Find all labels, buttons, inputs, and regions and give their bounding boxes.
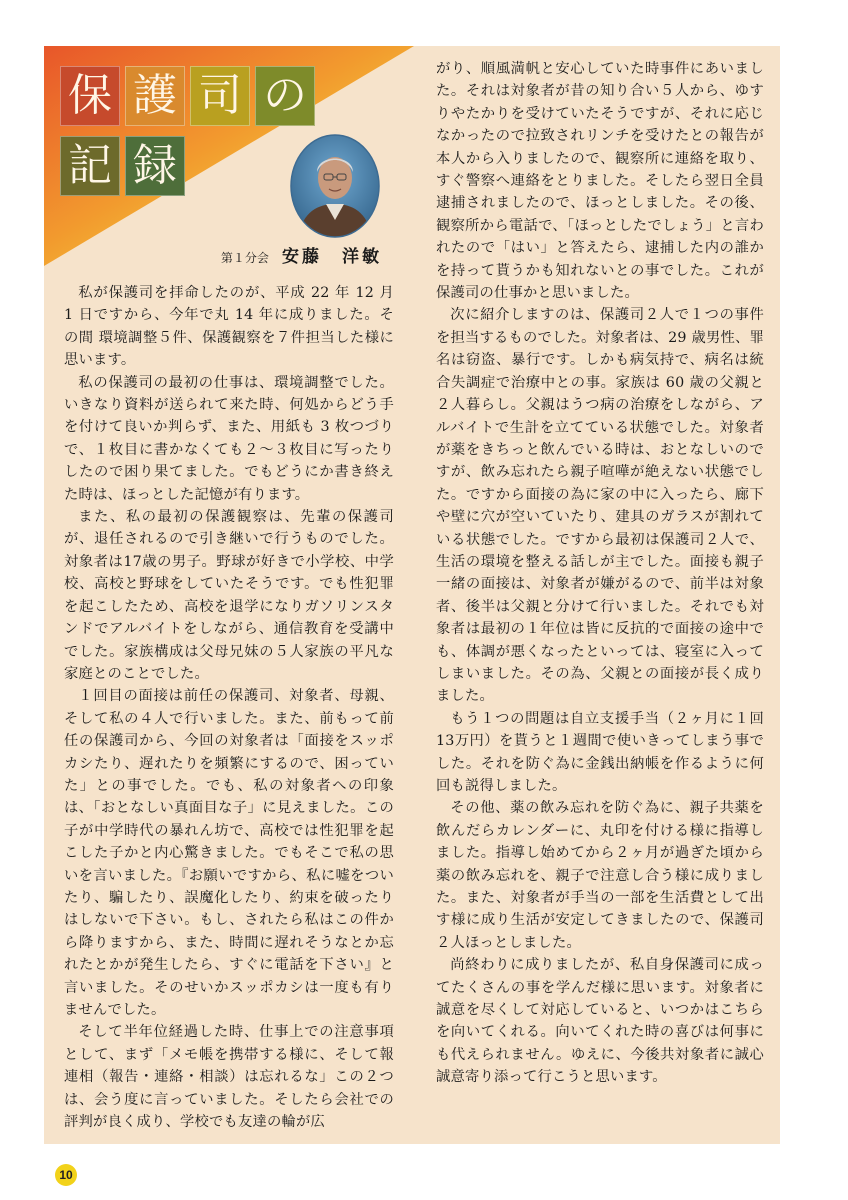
author-byline [44,242,382,267]
paragraph: そして半年位経過した時、仕事上での注意事項として、まず「メモ帳を携帯する様に、そして報連相（報告・連絡・相談）は忘れるな」この２つは、会う度に言っていました。そしたら会社での評判が良く成り、学校でも友達の輪が広 [64,1024,394,1131]
article-column-left [64,282,394,1133]
paragraph: 尚終わりに成りましたが、私自身保護司に成ってたくさんの事を学んだ様に思います。対象者に誠意を尽くして対応していると、いつかはこちらを向いてくれる。向いてくれた時の喜びは何事にも代えられません。ゆえに、今後共対象者に誠心誠意寄り添って行こうと思います。 [436,957,764,1086]
page-number-badge: 10 [55,1164,77,1186]
paragraph: 私が保護司を拝命したのが、平成 22 年 12 月 1 日ですから、今年で丸 14 年に成りました。その間 環境調整５件、保護観察を７件担当した様に思います。 [64,285,394,369]
author-group: 第１分会 [220,251,269,265]
paragraph: その他、薬の飲み忘れを防ぐ為に、親子共薬を飲んだらカレンダーに、丸印を付ける様に指導しました。指導し始めてから２ヶ月が過ぎた頃から薬の飲み忘れを、親子で注意し合う様に成りました。また、対象者が手当の一部を生活費として出す様に成り生活が安定してきましたので、保護司２人ほっとしました。 [436,800,764,951]
title-char: 録 [125,136,185,196]
author-name: 安藤 洋敏 [282,247,382,267]
title-char: 護 [125,66,185,126]
paragraph-continued: がり、順風満帆と安心していた時事件にあいました。それは対象者が昔の知り合い５人から、ゆすりやたかりを受けていたそうですが、それに応じなかったので拉致されリンチを受けたとの報告が本人から入りましたので、観察所に連絡を取り、すぐ警察へ連絡をとりました。そしたら翌日全員逮捕されましたので、ほっとしました。その後、観察所から電話で、「ほっとしたでしょう」と言われたので「はい」と答えたら、逮捕した内の誰かを持って貰うかも知れないとの事でした。これが保護司の仕事かと思いました。 [436,61,764,302]
article-column-right [436,58,764,1089]
title-char: 記 [60,136,120,196]
title-char: 保 [60,66,120,126]
article-panel [44,46,780,1144]
title-row-1 [60,66,315,126]
paragraph: もう１つの問題は自立支援手当（２ヶ月に１回13万円）を貰うと１週間で使いきってしまう事でした。それを防ぐ為に金銭出納帳を作るように何回も説得しました。 [436,710,764,794]
paragraph: 私の保護司の最初の仕事は、環境調整でした。いきなり資料が送られて来た時、何処からどう手を付けて良いか判らず、また、用紙も 3 枚つづりで、１枚目に書かなくても２～３枚目に写ったりしたので困り果てました。でもどうにか書き終えた時は、ほっとした記憶が有ります。 [64,374,394,503]
title-char: 司 [190,66,250,126]
author-photo [290,134,380,238]
paragraph: また、私の最初の保護観察は、先輩の保護司が、退任されるので引き継いで行うものでした。対象者は17歳の男子。野球が好きで小学校、中学校、高校と野球をしていたそうです。でも性犯罪を起こしたため、高校を退学になりガソリンスタンドでアルバイトをしながら、通信教育を受講中でした。家族構成は父母兄妹の５人家族の平凡な家庭とのことでした。 [64,509,394,682]
title-row-2 [60,136,185,196]
paragraph: 次に紹介しますのは、保護司２人で１つの事件を担当するものでした。対象者は、29 歳男性、罪名は窃盗、暴行です。しかも病気持で、病名は統合失調症で治療中との事。家族は 60 歳の父親と２人暮らし。父親はうつ病の治療をしながら、アルバイトで生計を立てている状態でした。対象者が薬をきちっと飲んでいる時は、おとなしいのですが、飲み忘れたら親子喧嘩が絶えない状態でした。ですから面接の為に家の中に入ったら、廊下や壁に穴が空いていたり、建具のガラスが割れている状態でした。ですから最初は保護司２人で、生活の環境を整える話しが主でした。面接も親子一緒の面接は、対象者が嫌がるので、前半は対象者、後半は父親と分けて行いました。それでも対象者は最初の１年位は皆に反抗的で面接の途中でも、体調が悪くなったといっては、寝室に入ってしまいました。その為、父親との面接が長く成りました。 [436,307,764,705]
title-char: の [255,66,315,126]
paragraph: １回目の面接は前任の保護司、対象者、母親、そして私の４人で行いました。また、前もって前任の保護司から、今回の対象者は「面接をスッポカシたり、遅れたりを頻繁にするので、困っていた」との事でした。でも、私の対象者への印象は、「おとなしい真面目な子」に見えました。この子が中学時代の暴れん坊で、高校では性犯罪を起こした子かと内心驚きました。でもそこで私の思いを言いました。『お願いですから、私に嘘をついたり、騙したり、誤魔化したり、約束を破ったりはしないで下さい。もし、されたら私はこの件から降りますから、また、時間に遅れそうなとか忘れたとかが発生したら、すぐに電話を下さい』と言いました。そのせいかスッポカシは一度も有りませんでした。 [64,688,394,1018]
